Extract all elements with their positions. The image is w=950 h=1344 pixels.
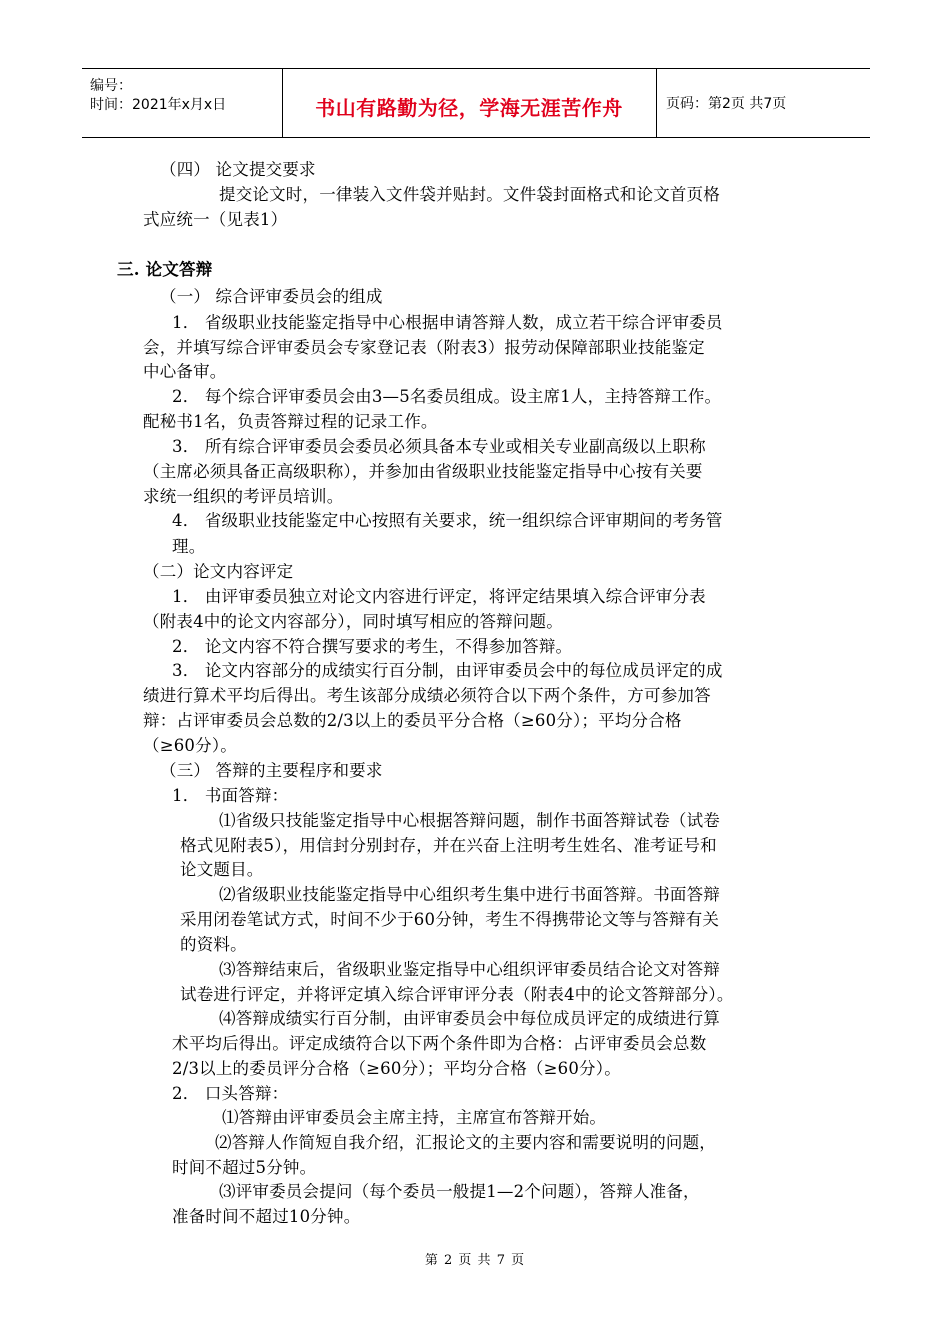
chapter-heading: 三. 论文答辩 [117,260,213,279]
text-line: 准备时间不超过10分钟。 [172,1207,361,1226]
page-info: 页码：第2页 共7页 [666,96,787,112]
text-line: 试卷进行评定，并将评定填入综合评审评分表（附表4中的论文答辩部分）。 [180,985,734,1004]
text-line: ⑵答辩人作简短自我介绍，汇报论文的主要内容和需要说明的问题， [215,1133,716,1152]
text-line: 论文题目。 [180,860,264,879]
text-line: ⑴省级只技能鉴定指导中心根据答辩问题，制作书面答辩试卷（试卷 [219,811,720,830]
document-number: 编号： [90,78,132,94]
text-line: ⑶答辩结束后，省级职业鉴定指导中心组织评审委员结合论文对答辩 [219,960,720,979]
text-line: 提交论文时，一律装入文件袋并贴封。文件袋封面格式和论文首页格 [219,185,720,204]
subsection-heading: 2． 口头答辩： [172,1084,289,1103]
text-line: 1． 由评审委员独立对论文内容进行评定，将评定结果填入综合评审分表 [172,587,706,606]
text-line: 3． 所有综合评审委员会委员必须具备本专业或相关专业副高级以上职称 [172,437,706,456]
text-line: 术平均后得出。评定成绩符合以下两个条件即为合格：占评审委员会总数 [172,1034,707,1053]
text-line: ⑵省级职业技能鉴定指导中心组织考生集中进行书面答辩。书面答辩 [219,885,720,904]
text-line: 求统一组织的考评员培训。 [143,487,344,506]
text-line: 4． 省级职业技能鉴定中心按照有关要求，统一组织综合评审期间的考务管 [172,511,723,530]
section-heading: （一） 综合评审委员会的组成 [160,287,383,306]
page-footer: 第 2 页 共 7 页 [424,1253,526,1268]
text-line: ⑴答辩由评审委员会主席主持，主席宣布答辩开始。 [222,1108,607,1127]
text-line: ⑶评审委员会提问（每个委员一般提1—2个问题），答辩人准备， [219,1182,700,1201]
text-line: 辩：占评审委员会总数的2/3以上的委员平分合格（≥60分）；平均分合格 [143,711,682,730]
section-heading: （二）论文内容评定 [143,562,294,581]
text-line: 3． 论文内容部分的成绩实行百分制，由评审委员会中的每位成员评定的成 [172,661,723,680]
text-line: 理。 [172,537,206,556]
text-line: （主席必须具备正高级职称），并参加由省级职业技能鉴定指导中心按有关要 [143,462,703,481]
text-line: 绩进行算术平均后得出。考生该部分成绩必须符合以下两个条件，方可参加答 [143,686,711,705]
text-line: 会，并填写综合评审委员会专家登记表（附表3）报劳动保障部职业技能鉴定 [143,338,705,357]
text-line: 中心备审。 [143,362,227,381]
text-line: 1． 省级职业技能鉴定指导中心根据申请答辩人数，成立若干综合评审委员 [172,313,723,332]
text-line: 格式见附表5），用信封分别封存，并在兴奋上注明考生姓名、准考证号和 [180,836,717,855]
text-line: 配秘书1名，负责答辩过程的记录工作。 [143,412,438,431]
text-line: 的资料。 [180,935,247,954]
text-line: 2/3以上的委员评分合格（≥60分）；平均分合格（≥60分）。 [172,1059,621,1078]
subsection-heading: 1． 书面答辩： [172,786,289,805]
header-motto: 书山有路勤为径，学海无涯苦作舟 [315,96,623,120]
text-line: （≥60分）。 [143,736,237,755]
text-line: ⑷答辩成绩实行百分制，由评审委员会中每位成员评定的成绩进行算 [219,1009,720,1028]
text-line: 式应统一（见表1） [143,210,288,229]
text-line: 采用闭卷笔试方式，时间不少于60分钟，考生不得携带论文等与答辩有关 [180,910,720,929]
section-heading: （四） 论文提交要求 [160,160,316,179]
text-line: 2． 每个综合评审委员会由3—5名委员组成。设主席1人，主持答辩工作。 [172,387,722,406]
header-divider [656,69,657,137]
text-line: （附表4中的论文内容部分），同时填写相应的答辩问题。 [143,612,563,631]
text-line: 2． 论文内容不符合撰写要求的考生，不得参加答辩。 [172,637,573,656]
section-heading: （三） 答辩的主要程序和要求 [160,761,383,780]
document-date: 时间：2021年x月x日 [90,97,227,113]
page-header [82,68,870,138]
text-line: 时间不超过5分钟。 [172,1158,317,1177]
